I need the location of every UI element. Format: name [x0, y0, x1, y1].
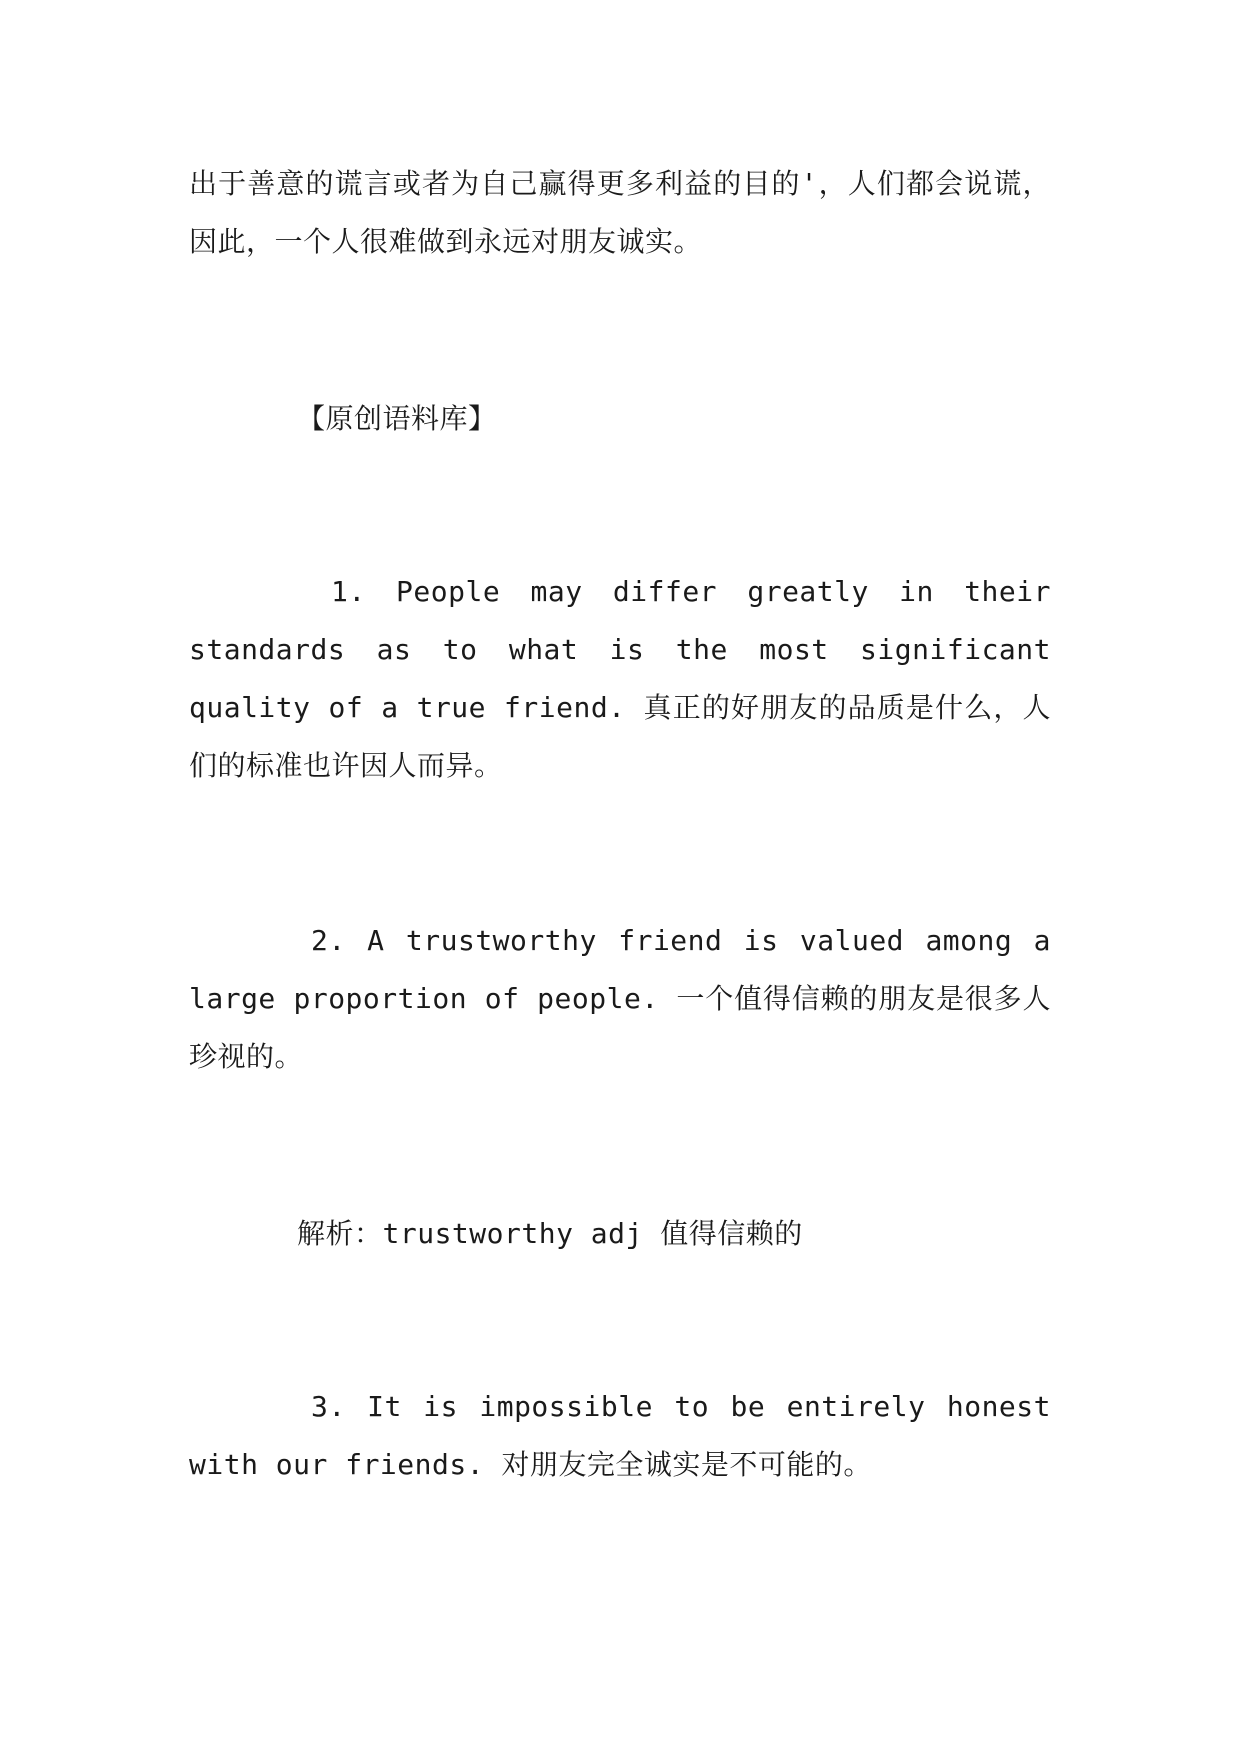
- continuation-paragraph: 出于善意的谎言或者为自己赢得更多利益的目的'，人们都会说谎，因此，一个人很难做到永远对朋友诚实。: [189, 167, 1051, 258]
- corpus-item-1: 1. People may differ greatly in their standards as to what is the most significant quality of a true friend. 真正的好朋友的品质是什么，人们的标准也许因人而异。: [189, 575, 1051, 782]
- corpus-item-2: 2. A trustworthy friend is valued among a large proportion of people. 一个值得信赖的朋友是很多人珍视的。: [189, 924, 1051, 1073]
- analysis-note: 解析：trustworthy adj 值得信赖的: [297, 1217, 803, 1250]
- section-heading: 【原创语料库】: [297, 402, 497, 435]
- corpus-item-3: 3. It is impossible to be entirely honest with our friends. 对朋友完全诚实是不可能的。: [189, 1390, 1051, 1481]
